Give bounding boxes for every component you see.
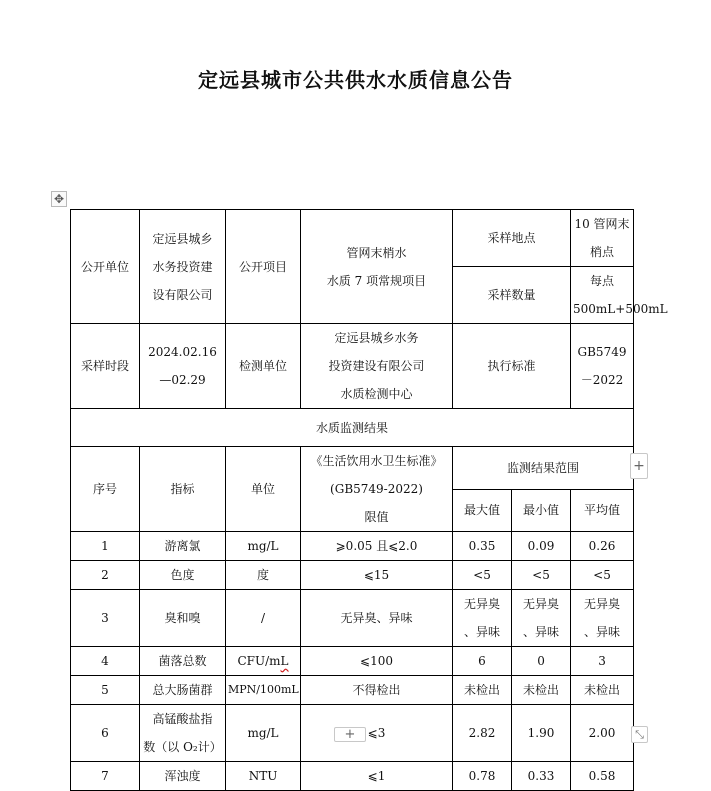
cell-avg: 0.26 — [571, 532, 634, 561]
standard-value: GB5749－2022 — [571, 324, 634, 409]
col-seq: 序号 — [71, 447, 140, 532]
lab-label: 检测单位 — [226, 324, 301, 409]
cell-unit: mg/L — [226, 705, 301, 762]
cell-seq: 7 — [71, 762, 140, 791]
site-label: 采样地点 — [453, 210, 571, 267]
standard-label: 执行标准 — [453, 324, 571, 409]
cell-max: <5 — [453, 561, 512, 590]
add-column-button[interactable]: + — [630, 453, 648, 479]
cell-max: 6 — [453, 647, 512, 676]
cell-limit: ⩽15 — [301, 561, 453, 590]
lab-value: 定远县城乡水务 投资建设有限公司 水质检测中心 — [301, 324, 453, 409]
cell-max: 未检出 — [453, 676, 512, 705]
col-min: 最小值 — [512, 489, 571, 532]
cell-indicator: 高锰酸盐指 数（以 O₂计） — [140, 705, 226, 762]
table-row — [71, 532, 634, 561]
cell-min: 0.09 — [512, 532, 571, 561]
cell-min: 未检出 — [512, 676, 571, 705]
table-row — [71, 590, 634, 647]
table-row — [71, 647, 634, 676]
water-quality-table — [70, 209, 668, 791]
cell-min: 无异臭 、异味 — [512, 590, 571, 647]
cell-max: 2.82 — [453, 705, 512, 762]
col-indicator: 指标 — [140, 447, 226, 532]
col-max: 最大值 — [453, 489, 512, 532]
table-row — [71, 762, 634, 791]
cell-min: 0 — [512, 647, 571, 676]
cell-seq: 4 — [71, 647, 140, 676]
cell-seq: 2 — [71, 561, 140, 590]
cell-max: 无异臭 、异味 — [453, 590, 512, 647]
col-limit: 《生活饮用水卫生标准》 (GB5749-2022) 限值 — [301, 447, 453, 532]
cell-indicator: 浑浊度 — [140, 762, 226, 791]
spellcheck-mark: L — [280, 654, 289, 668]
table-row — [71, 676, 634, 705]
cell-unit: mg/L — [226, 532, 301, 561]
cell-indicator: 总大肠菌群 — [140, 676, 226, 705]
cell-unit: MPN/100mL — [226, 676, 301, 705]
cell-avg: <5 — [571, 561, 634, 590]
cell-limit: ⩽1 — [301, 762, 453, 791]
cell-limit: 无异臭、异味 — [301, 590, 453, 647]
count-value: 每点 500mL+500mL — [571, 267, 634, 324]
item-label: 公开项目 — [226, 210, 301, 324]
add-row-button[interactable]: + — [334, 727, 366, 742]
period-label: 采样时段 — [71, 324, 140, 409]
cell-limit: ⩾0.05 且⩽2.0 — [301, 532, 453, 561]
cell-limit: 不得检出 — [301, 676, 453, 705]
col-unit: 单位 — [226, 447, 301, 532]
cell-min: <5 — [512, 561, 571, 590]
cell-max: 0.35 — [453, 532, 512, 561]
cell-indicator: 臭和嗅 — [140, 590, 226, 647]
publisher-value: 定远县城乡 水务投资建 设有限公司 — [140, 210, 226, 324]
col-range: 监测结果范围 — [453, 447, 634, 490]
cell-avg: 0.58 — [571, 762, 634, 791]
cell-limit: ⩽100 — [301, 647, 453, 676]
cell-unit: / — [226, 590, 301, 647]
cell-seq: 3 — [71, 590, 140, 647]
table-resize-icon[interactable]: ⤡ — [631, 726, 648, 743]
cell-seq: 1 — [71, 532, 140, 561]
count-label: 采样数量 — [453, 267, 571, 324]
section-title: 水质监测结果 — [71, 409, 634, 447]
document-title: 定远县城市公共供水水质信息公告 — [198, 68, 513, 92]
site-value: 10 管网末梢点 — [571, 210, 634, 267]
cell-avg: 2.00 — [571, 705, 634, 762]
publisher-label: 公开单位 — [71, 210, 140, 324]
item-value: 管网末梢水 水质 7 项常规项目 — [301, 210, 453, 324]
cell-avg: 无异臭 、异味 — [571, 590, 634, 647]
cell-unit: NTU — [226, 762, 301, 791]
cell-min: 0.33 — [512, 762, 571, 791]
cell-unit: 度 — [226, 561, 301, 590]
cell-indicator: 游离氯 — [140, 532, 226, 561]
cell-unit: CFU/mL — [226, 647, 301, 676]
cell-limit: ⩽3 — [301, 705, 453, 762]
cell-max: 0.78 — [453, 762, 512, 791]
cell-indicator: 菌落总数 — [140, 647, 226, 676]
table-move-icon[interactable]: ✥ — [51, 191, 67, 207]
table-row — [71, 561, 634, 590]
col-avg: 平均值 — [571, 489, 634, 532]
period-value: 2024.02.16 —02.29 — [140, 324, 226, 409]
cell-min: 1.90 — [512, 705, 571, 762]
cell-avg: 3 — [571, 647, 634, 676]
cell-seq: 5 — [71, 676, 140, 705]
cell-avg: 未检出 — [571, 676, 634, 705]
cell-indicator: 色度 — [140, 561, 226, 590]
cell-seq: 6 — [71, 705, 140, 762]
